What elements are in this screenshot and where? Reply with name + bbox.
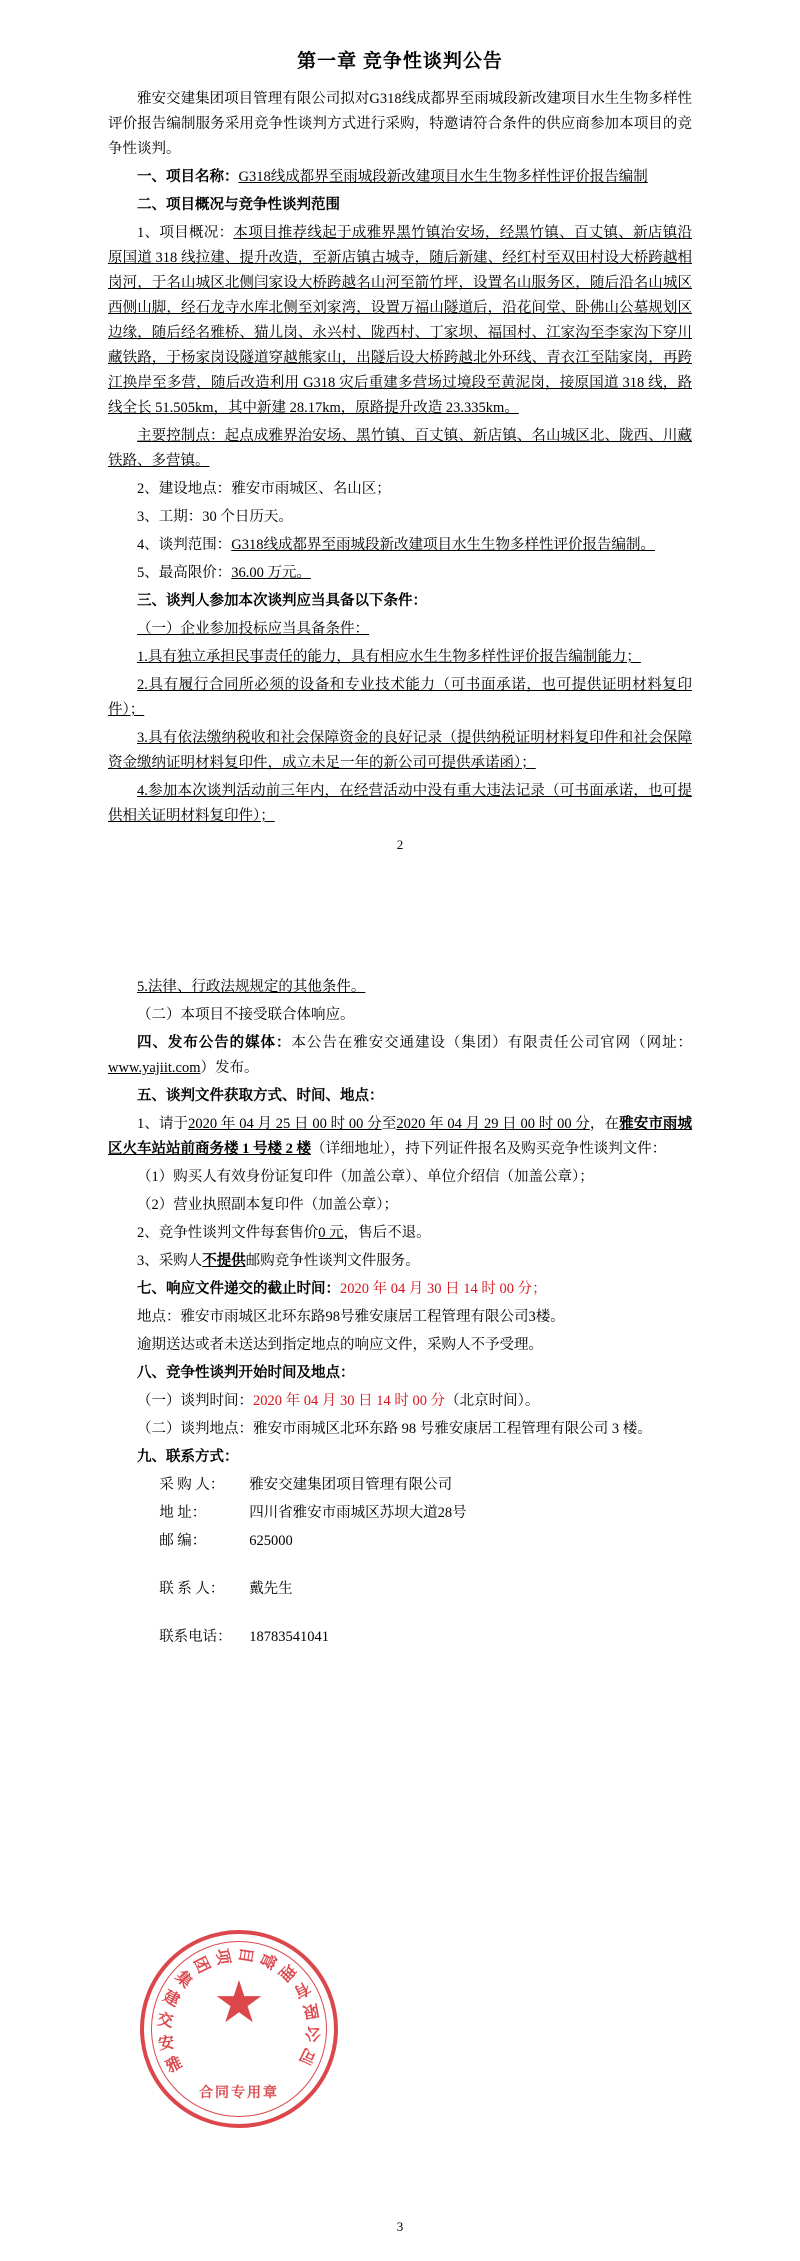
- section-8-item-1-label: （一）谈判时间：: [137, 1393, 253, 1409]
- seal-char: 雅: [163, 2054, 186, 2077]
- document-obtain-start-date: 2020 年 04 月 25 日 00 时 00 分: [188, 1116, 382, 1132]
- section-5-item-3: [108, 1249, 692, 1274]
- contact-label: 联 系 人：: [159, 1581, 225, 1597]
- document-price: 0 元: [318, 1225, 344, 1241]
- no-mail-service-emphasis: 不提供: [202, 1253, 246, 1269]
- section-2-item-5: [108, 561, 692, 586]
- seal-char: 有: [290, 1978, 313, 2001]
- section-5-item-1: [108, 1112, 692, 1162]
- section-7-note: 逾期送达或者未送达到指定地点的响应文件，采购人不予受理。: [137, 1337, 543, 1353]
- section-2-item-1: [108, 221, 692, 421]
- section-4-label: 四、发布公告的媒体：: [137, 1035, 292, 1051]
- section-2-item-1-text2: [108, 424, 692, 474]
- page-number-first: 2: [396, 837, 404, 852]
- seal-arc-text: [144, 1934, 334, 2124]
- section-3-condition-2: [108, 673, 692, 723]
- condition-1-text: 1.具有独立承担民事责任的能力，具有相应水生生物多样性评价报告编制能力；: [137, 649, 641, 665]
- seal-inner-ring: [151, 1941, 327, 2117]
- section-3-condition-5: [108, 975, 692, 1000]
- contact-value: 18783541041: [249, 1629, 329, 1645]
- seal-char: 建: [160, 1987, 183, 2011]
- s5-item1-b: 至: [381, 1116, 397, 1132]
- page-title: 第一章 竞争性谈判公告: [297, 51, 503, 72]
- section-3-heading: 三、谈判人参加本次谈判应当具备以下条件：: [137, 593, 427, 609]
- section-1-value: G318线成都界至雨城段新改建项目水生生物多样性评价报告编制: [238, 169, 648, 185]
- contact-row-postcode: [159, 1529, 692, 1554]
- s5-item3-a: 3、采购人: [137, 1253, 203, 1269]
- section-5-heading: 五、谈判文件获取方式、时间、地点：: [137, 1088, 384, 1104]
- s5-item3-c: 邮购竞争性谈判文件服务。: [245, 1253, 420, 1269]
- section-2-heading: 二、项目概况与竞争性谈判范围: [137, 197, 340, 213]
- section-5-sub-1: （1）购买人有效身份证复印件（加盖公章）、单位介绍信（加盖公章）；: [137, 1169, 594, 1185]
- section-3-sub-1: [108, 617, 692, 642]
- condition-3-text: 3.具有依法缴纳税收和社会保障资金的良好记录（提供纳税证明材料复印件和社会保障资金缴纳证明材料复印件，成立未足一年的新公司可提供承诺函）；: [108, 730, 692, 771]
- contact-label: 采 购 人：: [159, 1477, 225, 1493]
- section-3-condition-1: [108, 645, 692, 670]
- document-obtain-place: 雅安市雨城区火车站站前商务楼 1 号楼 2 楼: [108, 1116, 693, 1157]
- section-2-item-5-value: 36.00 万元。: [231, 565, 311, 581]
- contact-list: [108, 1473, 692, 1650]
- section-2-item-5-label: 5、最高限价：: [137, 565, 232, 581]
- contact-label: 地 址：: [159, 1505, 207, 1521]
- company-seal-stamp: 雅 安 交 建 集 团 项 目 管 理 有 限 公 司 ★ 合同专用章: [140, 1930, 338, 2128]
- seal-char: 团: [189, 1954, 213, 1977]
- page-break-space: [108, 855, 692, 975]
- seal-char: 司: [297, 2044, 320, 2067]
- section-2-item-4: [108, 533, 692, 558]
- condition-4-text: 4.参加本次谈判活动前三年内，在经营活动中没有重大违法记录（可书面承诺，也可提供相关证明材料复印件）；: [108, 783, 692, 824]
- seal-char: 公: [304, 2023, 323, 2043]
- response-deadline-time: 2020 年 04 月 30 日 14 时 00 分；: [340, 1281, 547, 1297]
- section-2-item-1-text: 本项目推荐线起于成雅界黑竹镇治安场，经黑竹镇、百丈镇、新店镇沿原国道 318 线拉建、提升改造，至新店镇古城寺，随后新建、经红村至双田村设大桥跨越相岗河，于名山城区北侧闫家设大桥跨越名山河至箭竹坪，设置名山服务区，随后沿名山城区西侧山脚，经石龙寺水库北侧至刘家湾，设置万福山隧道后，沿花间堂、卧佛山公墓规划区边缘，随后经名雅桥、猫儿岗、永兴村、陇西村、丁家坝、福国村、江家沟至李家沟下穿川藏铁路，于杨家岗设隧道穿越熊家山，出隧后设大桥跨越北外环线、青衣江至陆家岗，再跨江换岸至多营，随后改造利用 G318 灾后重建多营场过境段至黄泥岗，接原国道 318 线，路线全长 51.505km，其中新建 28.17km，原路提升改造 23.335km。: [108, 225, 693, 416]
- seal-char: 限: [301, 2000, 321, 2021]
- contact-row-person: [159, 1577, 692, 1602]
- seal-bottom-text: 合同专用章: [199, 2086, 279, 2101]
- section-2-item-3: 3、工期：30 个日历天。: [137, 509, 293, 525]
- seal-char: 管: [255, 1949, 279, 1972]
- section-5-item-2: [108, 1221, 692, 1246]
- section-7-place-label: 地点：: [137, 1309, 181, 1325]
- seal-char: 理: [274, 1960, 299, 1984]
- section-9-heading: 九、联系方式：: [137, 1449, 239, 1465]
- condition-2-text: 2.具有履行合同所必须的设备和专业技术能力（可书面承诺，也可提供证明材料复印件）；: [108, 677, 692, 718]
- page-number-second: 3: [396, 2219, 404, 2234]
- contact-spacer: [159, 1557, 692, 1577]
- s5-item1-d: （详细地址），持下列证件报名及购买竞争性谈判文件：: [311, 1141, 667, 1157]
- section-3-condition-4: [108, 779, 692, 829]
- seal-char: 交: [155, 2011, 175, 2031]
- section-4-text-b: ）发布。: [200, 1060, 259, 1076]
- section-4: [108, 1031, 692, 1081]
- section-2-item-1-label: 1、项目概况：: [137, 225, 234, 241]
- section-7: [108, 1277, 692, 1302]
- intro-paragraph: 雅安交建集团项目管理有限公司拟对G318线成都界至雨城段新改建项目水生生物多样性评价报告编制服务采用竞争性谈判方式进行采购，特邀请符合条件的供应商参加本项目的竞争性谈判。: [108, 91, 692, 157]
- condition-5-text: 5.法律、行政法规规定的其他条件。: [137, 979, 366, 995]
- contact-value: 四川省雅安市雨城区苏坝大道28号: [249, 1505, 467, 1521]
- contact-value: 625000: [249, 1533, 293, 1549]
- section-2-item-4-value: G318线成都界至雨城段新改建项目水生生物多样性评价报告编制。: [231, 537, 655, 553]
- s5-item1-c: ，在: [589, 1116, 620, 1132]
- contact-row-phone: [159, 1625, 692, 1650]
- section-3-condition-3: [108, 726, 692, 776]
- section-3-sub-1-text: （一）企业参加投标应当具备条件：: [137, 621, 369, 637]
- section-7-label: 七、响应文件递交的截止时间：: [137, 1281, 340, 1297]
- section-3-sub-2: （二）本项目不接受联合体响应。: [137, 1007, 355, 1023]
- s5-item2-a: 2、竞争性谈判文件每套售价: [137, 1225, 319, 1241]
- s5-item2-b: ，售后不退。: [343, 1225, 431, 1241]
- contact-value: 雅安交建集团项目管理有限公司: [249, 1477, 453, 1493]
- document-obtain-end-date: 2020 年 04 月 29 日 00 时 00 分: [396, 1116, 590, 1132]
- section-8-item-1: [108, 1389, 692, 1414]
- official-website-url[interactable]: www.yajiit.com: [108, 1060, 201, 1076]
- section-1-heading: [108, 165, 692, 190]
- section-7-place-value: 雅安市雨城区北环东路98号雅安康居工程管理有限公司3楼。: [180, 1309, 565, 1325]
- s5-item1-a: 1、请于: [137, 1116, 189, 1132]
- seal-char: 安: [157, 2034, 176, 2054]
- section-5-sub-2: （2）营业执照副本复印件（加盖公章）；: [137, 1197, 398, 1213]
- seal-char: 项: [212, 1947, 232, 1966]
- contact-row-purchaser: [159, 1473, 692, 1498]
- contact-value: 戴先生: [249, 1581, 293, 1597]
- seal-char: 目: [235, 1945, 255, 1965]
- section-2-item-4-label: 4、谈判范围：: [137, 537, 232, 553]
- section-8-heading: 八、竞争性谈判开始时间及地点：: [137, 1365, 355, 1381]
- section-4-text-a: 本公告在雅安交通建设（集团）有限责任公司官网（网址：: [291, 1035, 693, 1051]
- section-1-label: 一、项目名称：: [137, 169, 239, 185]
- contact-spacer-2: [159, 1605, 692, 1625]
- section-8-item-2: （二）谈判地点：雅安市雨城区北环东路 98 号雅安康居工程管理有限公司 3 楼。: [137, 1421, 652, 1437]
- section-7-place: [108, 1305, 692, 1330]
- contact-row-address: [159, 1501, 692, 1526]
- contact-label: 联系电话：: [159, 1629, 232, 1645]
- negotiation-time: 2020 年 04 月 30 日 14 时 00 分: [253, 1393, 446, 1409]
- section-8-item-1-suffix: （北京时间）。: [445, 1393, 540, 1409]
- section-2-item-2: 2、建设地点：雅安市雨城区、名山区；: [137, 481, 391, 497]
- seal-char: 集: [171, 1968, 196, 1992]
- control-points-text: 主要控制点：起点成雅界治安场、黑竹镇、百丈镇、新店镇、名山城区北、陇西、川藏铁路、多营镇。: [108, 428, 692, 469]
- contact-label: 邮 编：: [159, 1533, 207, 1549]
